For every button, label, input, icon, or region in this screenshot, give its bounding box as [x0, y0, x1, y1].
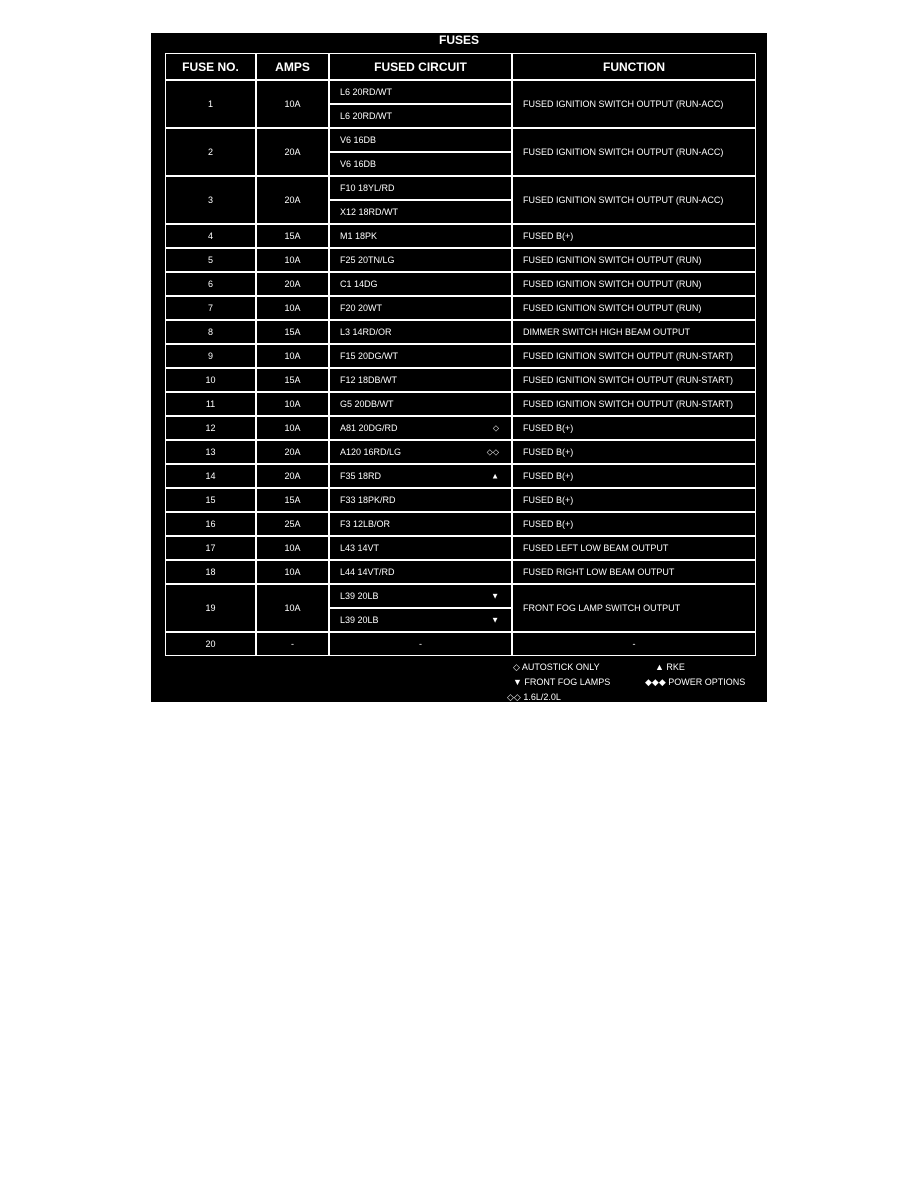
fuse-amps: 20A [256, 272, 329, 296]
legend-power-options: ◆◆◆ POWER OPTIONS [645, 677, 746, 687]
circuit-code: X12 18RD/WT [340, 207, 399, 217]
circuit-code: G5 20DB/WT [340, 399, 394, 409]
fuse-function: FRONT FOG LAMP SWITCH OUTPUT [512, 584, 756, 632]
chart-title: FUSES [438, 33, 479, 47]
option-marker-icon: ▲ [491, 471, 499, 481]
fuse-number: 6 [165, 272, 256, 296]
fuse-chart-panel [151, 33, 767, 702]
circuit-code: A120 16RD/LG [340, 447, 402, 457]
fuse-function: FUSED LEFT LOW BEAM OUTPUT [512, 536, 756, 560]
circuit-code: L6 20RD/WT [340, 111, 393, 121]
fuse-amps: 20A [256, 464, 329, 488]
fuse-amps: 10A [256, 344, 329, 368]
fuse-function: FUSED IGNITION SWITCH OUTPUT (RUN) [512, 272, 756, 296]
circuit-code: L43 14VT [340, 543, 380, 553]
fuse-amps: 10A [256, 584, 329, 632]
fuse-amps: 10A [256, 248, 329, 272]
fuse-function: FUSED IGNITION SWITCH OUTPUT (RUN-START) [512, 392, 756, 416]
fuse-function: - [512, 632, 756, 656]
fused-circuit [329, 584, 512, 608]
circuit-code: F25 20TN/LG [340, 255, 395, 265]
fused-circuit [329, 104, 512, 128]
circuit-code: A81 20DG/RD [340, 423, 398, 433]
fuse-amps: 20A [256, 176, 329, 224]
fuse-amps: 10A [256, 536, 329, 560]
fuse-number: 9 [165, 344, 256, 368]
fuse-function: FUSED IGNITION SWITCH OUTPUT (RUN) [512, 248, 756, 272]
fuse-number: 12 [165, 416, 256, 440]
fuse-amps: 15A [256, 224, 329, 248]
circuit-code: C1 14DG [340, 279, 378, 289]
circuit-code: F33 18PK/RD [340, 495, 396, 505]
fuse-function: FUSED B(+) [512, 416, 756, 440]
fused-circuit [329, 248, 512, 272]
fuse-amps: 20A [256, 440, 329, 464]
fused-circuit [329, 128, 512, 152]
fuse-number: 4 [165, 224, 256, 248]
header-function: FUNCTION [512, 53, 756, 80]
fused-circuit [329, 80, 512, 104]
fused-circuit [329, 344, 512, 368]
fuse-number: 17 [165, 536, 256, 560]
circuit-code: F3 12LB/OR [340, 519, 391, 529]
fuse-amps: 10A [256, 416, 329, 440]
fused-circuit [329, 416, 512, 440]
fuse-amps: 20A [256, 128, 329, 176]
fuse-function: FUSED IGNITION SWITCH OUTPUT (RUN) [512, 296, 756, 320]
fuse-function: DIMMER SWITCH HIGH BEAM OUTPUT [512, 320, 756, 344]
fused-circuit [329, 608, 512, 632]
option-marker-icon: ▼ [491, 591, 499, 601]
option-marker-icon: ◇ [492, 423, 499, 433]
fuse-function: FUSED B(+) [512, 488, 756, 512]
fused-circuit [329, 536, 512, 560]
fuse-amps: 10A [256, 296, 329, 320]
fuse-number: 7 [165, 296, 256, 320]
header-amps: AMPS [256, 53, 329, 80]
fuse-function: FUSED IGNITION SWITCH OUTPUT (RUN-ACC) [512, 176, 756, 224]
fused-circuit [329, 152, 512, 176]
fuse-function: FUSED B(+) [512, 464, 756, 488]
fuse-number: 19 [165, 584, 256, 632]
fused-circuit [329, 632, 512, 656]
circuit-code: V6 16DB [340, 135, 377, 145]
fuse-function: FUSED B(+) [512, 440, 756, 464]
circuit-code: F15 20DG/WT [340, 351, 399, 361]
circuit-code: F20 20WT [340, 303, 383, 313]
legend-front-fog: ▼ FRONT FOG LAMPS [513, 677, 611, 687]
fused-circuit [329, 440, 512, 464]
header-fuse-no: FUSE NO. [165, 53, 256, 80]
circuit-code: F12 18DB/WT [340, 375, 398, 385]
fuse-function: FUSED IGNITION SWITCH OUTPUT (RUN-START) [512, 344, 756, 368]
fuse-number: 8 [165, 320, 256, 344]
fused-circuit [329, 224, 512, 248]
fused-circuit [329, 392, 512, 416]
fuse-function: FUSED IGNITION SWITCH OUTPUT (RUN-START) [512, 368, 756, 392]
fused-circuit [329, 200, 512, 224]
fused-circuit [329, 512, 512, 536]
fuse-number: 20 [165, 632, 256, 656]
fuse-function: FUSED B(+) [512, 512, 756, 536]
circuit-code: L44 14VT/RD [340, 567, 395, 577]
fused-circuit [329, 488, 512, 512]
circuit-code: - [419, 639, 422, 649]
circuit-code: L3 14RD/OR [340, 327, 392, 337]
fuse-function: FUSED B(+) [512, 224, 756, 248]
legend-engine: ◇◇ 1.6L/2.0L [507, 692, 561, 702]
fuse-amps: 15A [256, 488, 329, 512]
fused-circuit [329, 368, 512, 392]
fuse-number: 15 [165, 488, 256, 512]
fuse-function: FUSED RIGHT LOW BEAM OUTPUT [512, 560, 756, 584]
circuit-code: L39 20LB [340, 615, 379, 625]
fuse-number: 1 [165, 80, 256, 128]
fused-circuit [329, 176, 512, 200]
fuse-amps: 10A [256, 80, 329, 128]
fuse-number: 10 [165, 368, 256, 392]
fused-circuit [329, 464, 512, 488]
fuse-amps: 15A [256, 368, 329, 392]
fuse-amps: 15A [256, 320, 329, 344]
fused-circuit [329, 296, 512, 320]
circuit-code: F10 18YL/RD [340, 183, 395, 193]
fuse-number: 2 [165, 128, 256, 176]
header-fused-circuit: FUSED CIRCUIT [329, 53, 512, 80]
fused-circuit [329, 320, 512, 344]
option-marker-icon: ◇◇ [486, 447, 499, 457]
legend-autostick: ◇ AUTOSTICK ONLY [513, 662, 600, 672]
fuse-function: FUSED IGNITION SWITCH OUTPUT (RUN-ACC) [512, 128, 756, 176]
circuit-code: V6 16DB [340, 159, 377, 169]
fused-circuit [329, 560, 512, 584]
circuit-code: L6 20RD/WT [340, 87, 393, 97]
option-marker-icon: ▼ [491, 615, 499, 625]
fuse-number: 16 [165, 512, 256, 536]
legend-rke: ▲ RKE [655, 662, 685, 672]
fuse-number: 11 [165, 392, 256, 416]
fuse-amps: 25A [256, 512, 329, 536]
fuse-amps: - [256, 632, 329, 656]
fuse-number: 13 [165, 440, 256, 464]
circuit-code: M1 18PK [340, 231, 378, 241]
fuse-number: 3 [165, 176, 256, 224]
fuse-number: 5 [165, 248, 256, 272]
fuse-function: FUSED IGNITION SWITCH OUTPUT (RUN-ACC) [512, 80, 756, 128]
fused-circuit [329, 272, 512, 296]
fuse-number: 14 [165, 464, 256, 488]
circuit-code: F35 18RD [340, 471, 382, 481]
circuit-code: L39 20LB [340, 591, 379, 601]
fuse-amps: 10A [256, 392, 329, 416]
fuse-number: 18 [165, 560, 256, 584]
fuse-amps: 10A [256, 560, 329, 584]
